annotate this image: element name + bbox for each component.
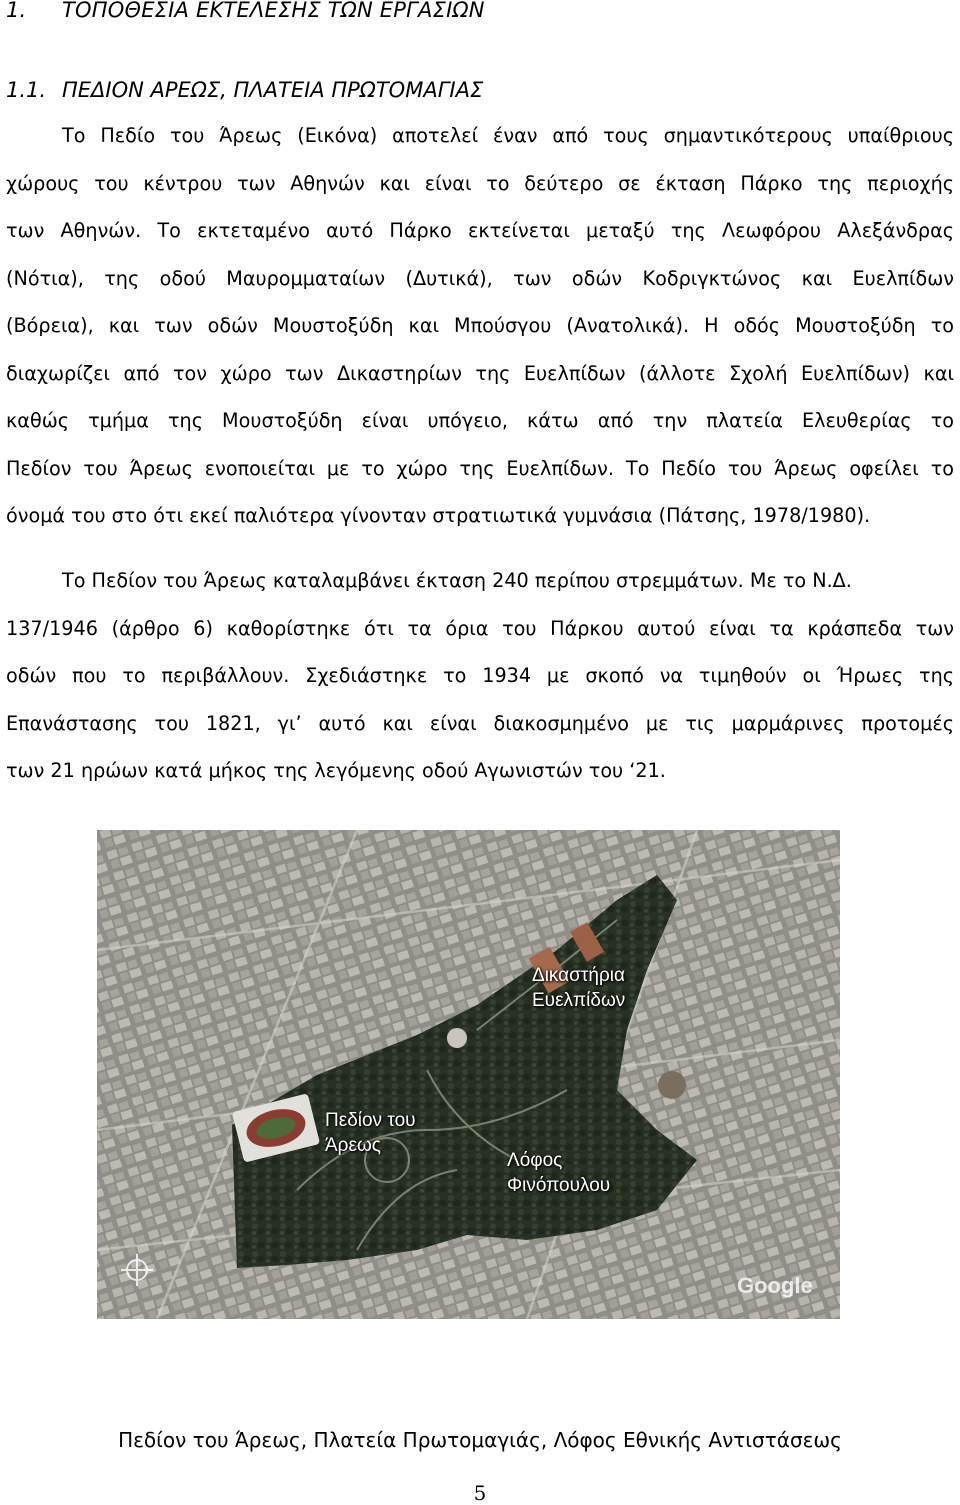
lofos-label: Λόφος Φινόπουλου bbox=[507, 1150, 611, 1196]
paragraph-line: χώρους του κέντρου των Αθηνών και είναι το δεύτερο σε έκταση Πάρκο της περιοχής bbox=[6, 171, 954, 195]
paragraph-1 bbox=[6, 112, 954, 540]
subsection-title: ΠΕΔΙΟΝ ΑΡΕΩΣ, ΠΛΑΤΕΙΑ ΠΡΩΤΟΜΑΓΙΑΣ bbox=[62, 78, 484, 102]
paragraph-line: των 21 ηρώων κατά μήκος της λεγόμενης οδού Αγωνιστών του ‘21. bbox=[6, 759, 666, 782]
subsection-number: 1.1. bbox=[6, 78, 47, 102]
section-heading bbox=[6, 0, 485, 22]
section-title: ΤΟΠΟΘΕΣΙΑ ΕΚΤΕΛΕΣΗΣ ΤΩΝ ΕΡΓΑΣΙΩΝ bbox=[62, 0, 485, 22]
subsection-heading bbox=[6, 78, 483, 102]
paragraph-line: (Νότια), της οδού Μαυρομματαίων (Δυτικά), των οδών Κοδριγκτώνος και Ευελπίδων bbox=[6, 266, 954, 290]
paragraph-line: καθώς τμήμα της Μουστοξύδη είναι υπόγειο, κάτω από την πλατεία Ελευθερίας το bbox=[6, 409, 954, 432]
paragraph-line: Το Πεδίον του Άρεως καταλαμβάνει έκταση 240 περίπου στρεμμάτων. Με το Ν.Δ. bbox=[62, 569, 852, 592]
paragraph-line: (Βόρεια), και των οδών Μουστοξύδη και Μπούσγου (Ανατολικά). Η οδός Μουστοξύδη το bbox=[6, 314, 954, 337]
courts-label: Δικαστήρια Ευελπίδων bbox=[532, 965, 626, 1011]
pedion-label: Πεδίον του Άρεως bbox=[325, 1110, 416, 1156]
paragraph-line: Το Πεδίο του Άρεως (Εικόνα) αποτελεί έναν από τους σημαντικότερους υπαίθριους bbox=[62, 124, 954, 147]
paragraph-line: οδών που το περιβάλλουν. Σχεδιάστηκε το 1934 με σκοπό να τιμηθούν οι Ήρωες της bbox=[6, 664, 954, 687]
page-number: 5 bbox=[473, 1481, 487, 1505]
paragraph-line: Πεδίον του Άρεως ενοποιείται με το χώρο της Ευελπίδων. Το Πεδίο του Άρεως οφείλει το bbox=[6, 456, 954, 480]
satellite-map-image bbox=[97, 830, 840, 1319]
watermark-text: Google bbox=[737, 1273, 813, 1298]
paragraph-line: 137/1946 (άρθρο 6) καθορίστηκε ότι τα όρια του Πάρκου αυτού είναι τα κράσπεδα των bbox=[6, 616, 954, 640]
paragraph-2 bbox=[6, 557, 954, 795]
paragraph-line: των Αθηνών. Το εκτεταμένο αυτό Πάρκο εκτείνεται μεταξύ της Λεωφόρου Αλεξάνδρας bbox=[6, 219, 954, 242]
paragraph-line: Επανάστασης του 1821, γι’ αυτό και είναι διακοσμημένο με τις μαρμάρινες προτομές bbox=[6, 711, 954, 735]
figure-caption: Πεδίον του Άρεως, Πλατεία Πρωτομαγιάς, Λόφος Εθνικής Αντιστάσεως bbox=[118, 1428, 842, 1452]
paragraph-line: όνομά του στο ότι εκεί παλιότερα γίνονταν στρατιωτικά γυμνάσια (Πάτσης, 1978/1980). bbox=[6, 504, 871, 527]
paragraph-line: διαχωρίζει από τον χώρο των Δικαστηρίων της Ευελπίδων (άλλοτε Σχολή Ευελπίδων) και bbox=[6, 361, 954, 385]
section-number: 1. bbox=[6, 0, 27, 22]
satellite-map-drawing bbox=[97, 830, 840, 1319]
